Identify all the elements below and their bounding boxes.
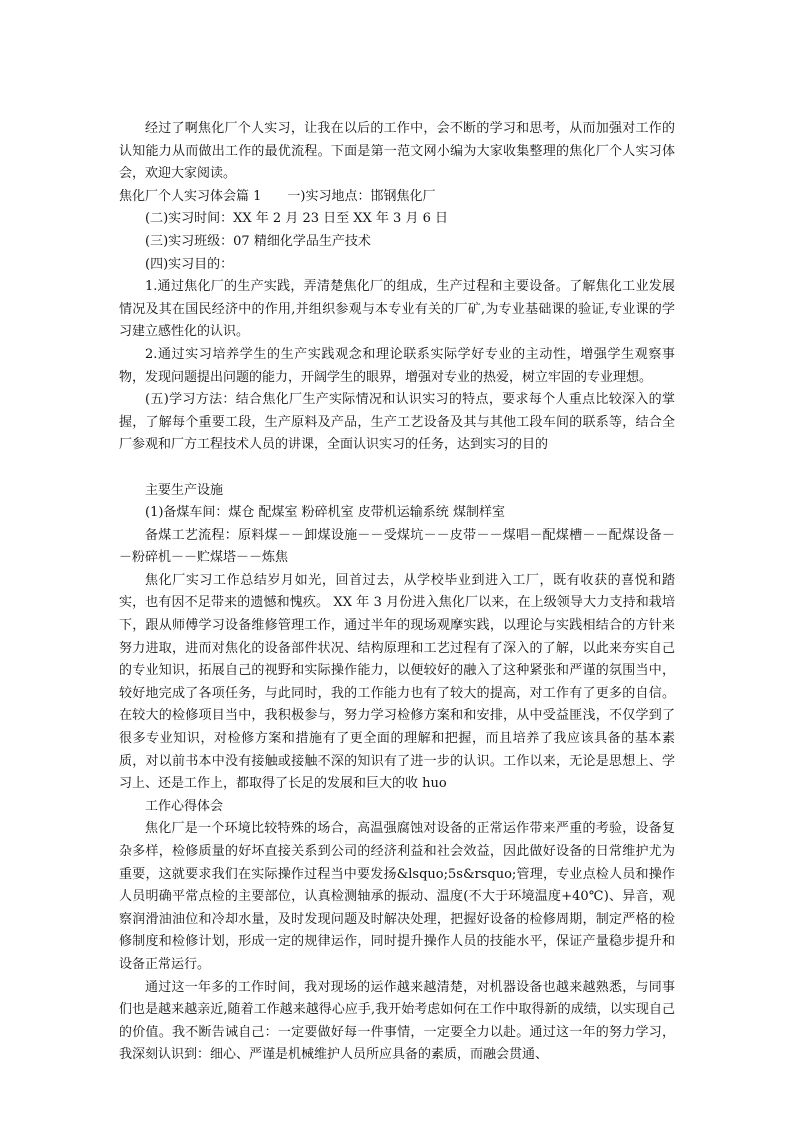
internship-location: 一)实习地点：邯钢焦化厂	[287, 188, 436, 204]
coal-prep-process: 备煤工艺流程：原料煤－－卸煤设施－－受煤坑－－皮带－－煤唱－配煤槽－－配煤设备－－粉碎机－－贮煤塔－－炼焦	[119, 527, 675, 566]
internship-class: (三)实习班级：07 精细化学品生产技术	[145, 233, 371, 249]
experience-heading: 工作心得体会	[145, 798, 224, 814]
work-summary-paragraph: 焦化厂实习工作总结岁月如光，回首过去，从学校毕业到进入工厂，既有收获的喜悦和踏实，也有因不足带来的遗憾和愧疚。 XX 年 3 月份进入焦化厂以来，在上级领导大力支持和栽培下，跟从师傅学习设备维修管理工作，通过半年的现场观摩实践，以理论与实践相结合的方针来努力进取，进而对焦化的设备部件状况、结构原理和工艺过程有了深入的了解，以此来夯实自己的专业知识，拓展自己的视野和实际操作能力，以便较好的融入了这种紧张和严谨的氛围当中，较好地完成了各项任务，与此同时，我的工作能力也有了较大的提高，对工作有了更多的自信。在较大的检修项目当中，我积极参与，努力学习检修方案和和安排，从中受益匪浅，不仅学到了很多专业知识，对检修方案和措施有了更全面的理解和把握，而且培养了我应该具备的基本素质，对以前书本中没有接触或接触不深的知识有了进一步的认识。工作以来，无论是思想上、学习上、还是工作上，都取得了长足的发展和巨大的收 huo	[119, 572, 675, 792]
article-title: 焦化厂个人实习体会篇 1	[119, 188, 262, 204]
one-year-reflection-paragraph: 通过这一年多的工作时间，我对现场的运作越来越清楚，对机器设备也越来越熟悉，与同事们也是越来越亲近,随着工作越来越得心应手,我开始考虑如何在工作中取得新的成绩，以实现自己的价值。我不断告诫自己：一定要做好每一件事情，一定要全力以赴。通过这一年的努力学习，我深刻认识到：细心、严谨是机械维护人员所应具备的素质，而融会贯通、	[119, 979, 675, 1063]
internship-time: (二)实习时间：XX 年 2 月 23 日至 XX 年 3 月 6 日	[145, 211, 448, 227]
facilities-heading: 主要生产设施	[145, 482, 224, 498]
purpose-item-1: 1.通过焦化厂的生产实践，弄清楚焦化厂的组成，生产过程和主要设备。了解焦化工业发展情况及其在国民经济中的作用,并组织参观与本专业有关的厂矿,为专业基础课的验证,专业课的学习建立感性化的认识。	[119, 279, 675, 340]
internship-purpose-heading: (四)实习目的：	[145, 256, 234, 272]
blank-line	[119, 457, 675, 480]
document-page	[119, 118, 675, 1067]
article-header-row	[119, 186, 675, 209]
equipment-maintenance-paragraph: 焦化厂是一个环境比较特殊的场合，高温强腐蚀对设备的正常运作带来严重的考验，设备复杂多样，检修质量的好坏直接关系到公司的经济利益和社会效益，因此做好设备的日常维护尤为重要，这就要求我们在实际操作过程当中要发扬&lsquo;5s&rsquo;管理，专业点检人员和操作人员明确平常点检的主要部位，认真检测轴承的振动、温度(不大于环境温度+40℃)、异音，观察润滑油油位和冷却水量，及时发现问题及时解决处理，把握好设备的检修周期，制定严格的检修制度和检修计划，形成一定的规律运作，同时提升操作人员的技能水平，保证产量稳步提升和设备正常运行。	[119, 821, 675, 972]
intro-paragraph: 经过了啊焦化厂个人实习，让我在以后的工作中，会不断的学习和思考，从而加强对工作的认知能力从而做出工作的最优流程。下面是第一范文网小编为大家收集整理的焦化厂个人实习体会，欢迎大家阅读。	[119, 121, 675, 182]
coal-prep-workshop: (1)备煤车间：煤仓 配煤室 粉碎机室 皮带机运输系统 煤制样室	[145, 505, 505, 521]
learning-method: (五)学习方法：结合焦化厂生产实际情况和认识实习的特点，要求每个人重点比较深入的掌握，了解每个重要工段，生产原料及产品，生产工艺设备及其与其他工段车间的联系等，结合全厂参观和厂方工程技术人员的讲课，全面认识实习的任务，达到实习的目的	[119, 392, 675, 453]
purpose-item-2: 2.通过实习培养学生的生产实践观念和理论联系实际学好专业的主动性，增强学生观察事物，发现问题提出问题的能力，开阔学生的眼界，增强对专业的热爱，树立牢固的专业理想。	[119, 346, 675, 385]
